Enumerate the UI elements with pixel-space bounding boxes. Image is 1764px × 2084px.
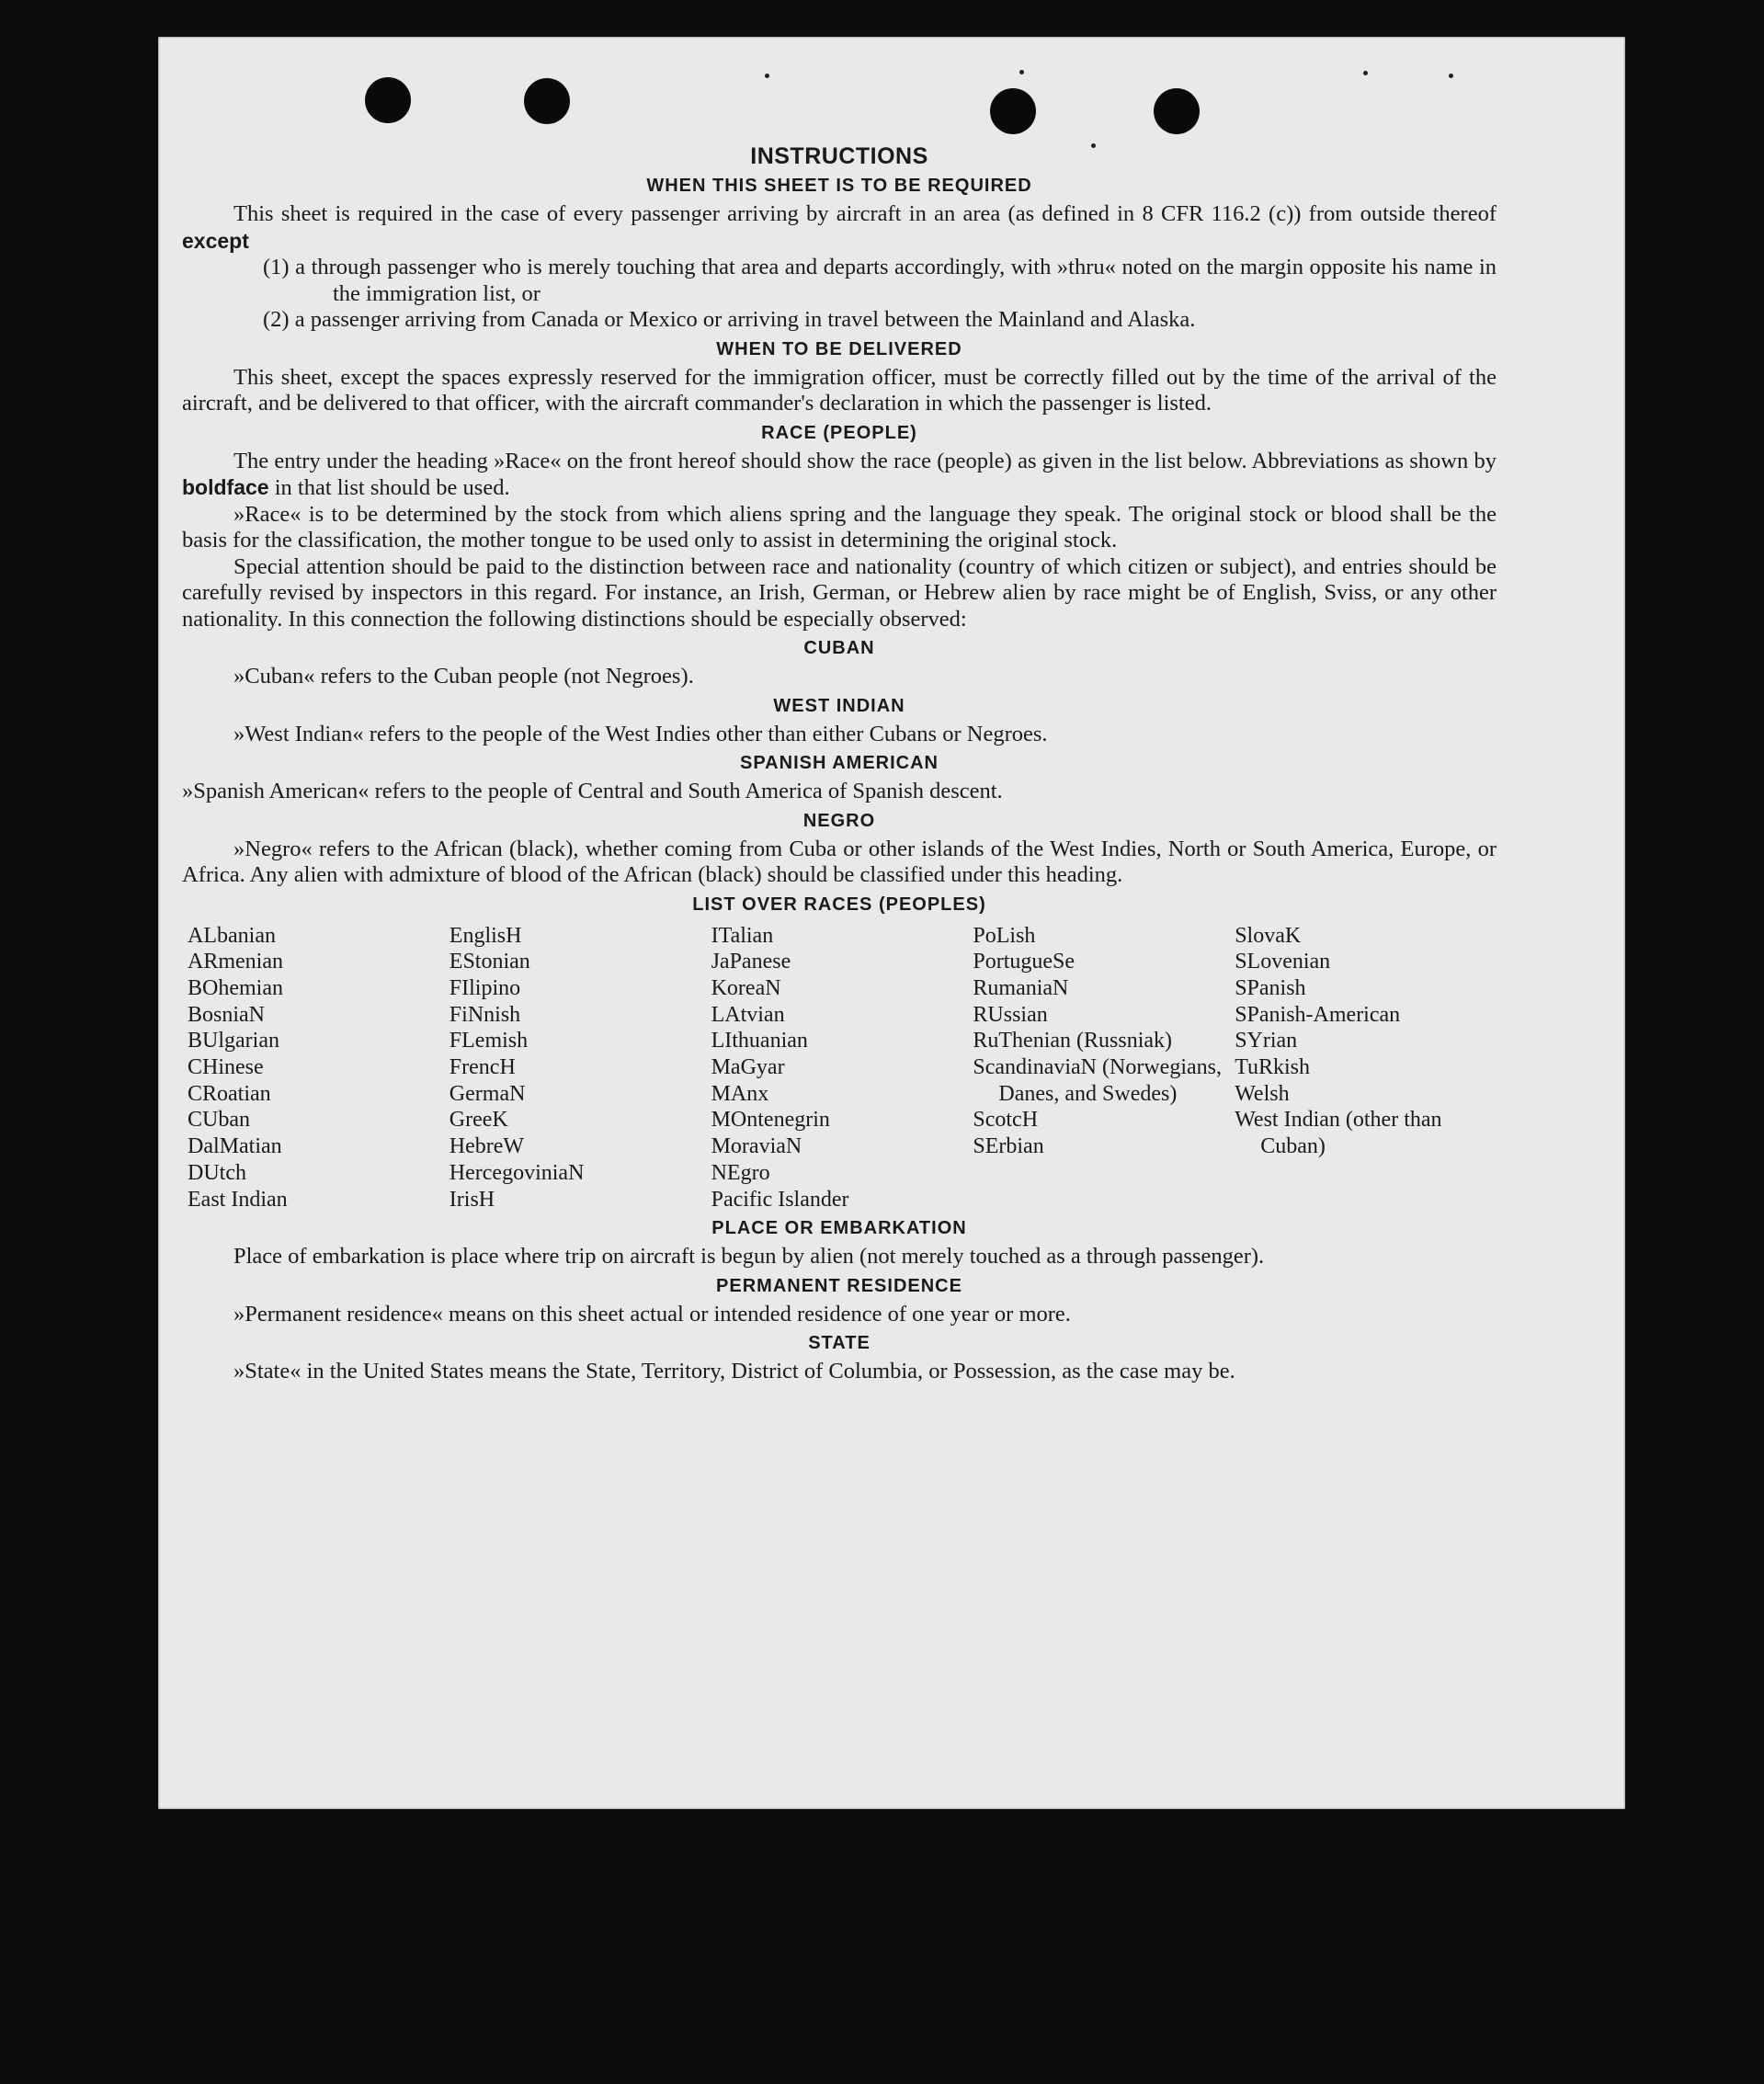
page-title: INSTRUCTIONS bbox=[750, 143, 928, 169]
required-intro: This sheet is required in the case of every passenger arriving by aircraft in an area (as defined in 8 CFR 116.2 (c)) from outside thereof bbox=[233, 201, 1497, 226]
exception-item-1: (1) a through passenger who is merely touching that area and departs accordingly, with »thru« noted on the margin opposite his name in the immigration list, or bbox=[263, 255, 1497, 306]
race-item: ARmenian bbox=[188, 950, 283, 974]
race-column-1 bbox=[188, 923, 450, 1213]
race-item: East Indian bbox=[188, 1187, 288, 1212]
speck bbox=[765, 74, 769, 78]
race-item: CRoatian bbox=[188, 1081, 271, 1106]
heading-state: STATE bbox=[808, 1333, 871, 1354]
race-column-4 bbox=[973, 923, 1235, 1213]
race-item: MoraviaN bbox=[711, 1134, 802, 1159]
heading-race: RACE (PEOPLE) bbox=[761, 422, 917, 443]
heading-cuban: CUBAN bbox=[803, 638, 875, 658]
race-item: DalMatian bbox=[188, 1134, 282, 1159]
heading-when-required: WHEN THIS SHEET IS TO BE REQUIRED bbox=[646, 176, 1032, 196]
race-item: EStonian bbox=[449, 950, 530, 974]
race-item: RumaniaN bbox=[973, 975, 1069, 1000]
race-column-2 bbox=[450, 923, 711, 1213]
race-item: LAtvian bbox=[711, 1002, 785, 1027]
heading-negro: NEGRO bbox=[802, 810, 876, 831]
race-item: BOhemian bbox=[188, 975, 283, 1000]
race-item: SLovenian bbox=[1235, 950, 1331, 974]
document-sheet bbox=[158, 37, 1625, 1809]
punch-hole bbox=[365, 77, 411, 123]
race-item: HebreW bbox=[449, 1134, 525, 1159]
paragraph-state: »State« in the United States means the State, Territory, District of Columbia, or Possession, as the case may be. bbox=[233, 1359, 1235, 1384]
heading-permanent-residence: PERMANENT RESIDENCE bbox=[716, 1275, 962, 1296]
heading-race-list: LIST OVER RACES (PEOPLES) bbox=[692, 894, 986, 915]
speck bbox=[1449, 74, 1453, 78]
race-item: FIlipino bbox=[449, 975, 521, 1000]
heading-spanish-american: SPANISH AMERICAN bbox=[739, 753, 939, 773]
race-item: SErbian bbox=[973, 1134, 1044, 1159]
race-item: FrencH bbox=[449, 1055, 516, 1080]
paragraph-race-2: »Race« is to be determined by the stock from which aliens spring and the language they speak. The original stock or blood shall be the basis for the classification, the mother tongue to be used only to assist in determining the original stock. bbox=[182, 501, 1497, 552]
race-item: PortugueSe bbox=[973, 950, 1075, 974]
race-column-5 bbox=[1235, 923, 1497, 1213]
race-item: CHinese bbox=[188, 1055, 264, 1080]
race-item: JaPanese bbox=[711, 950, 791, 974]
paragraph-required bbox=[182, 201, 1497, 255]
race-item: EnglisH bbox=[449, 923, 522, 948]
paragraph-cuban: »Cuban« refers to the Cuban people (not Negroes). bbox=[233, 664, 694, 689]
paragraph-delivered: This sheet, except the spaces expressly reserved for the immigration officer, must be correctly filled out by the time of the arrival of the aircraft, and be delivered to that officer, with the aircraft commander's declaration in which the passenger is listed. bbox=[182, 364, 1497, 416]
race-item: RuThenian (Russniak) bbox=[973, 1029, 1173, 1053]
race-item: ScotcH bbox=[973, 1108, 1039, 1133]
paragraph-spanish-american: »Spanish American« refers to the people of Central and South America of Spanish descent. bbox=[182, 779, 1003, 803]
speck bbox=[1019, 70, 1024, 74]
race-item: GermaN bbox=[449, 1081, 526, 1106]
heading-west-indian: WEST INDIAN bbox=[773, 695, 905, 716]
required-exceptions-list bbox=[263, 255, 1497, 334]
race-item: MOntenegrin bbox=[711, 1108, 830, 1133]
paragraph-negro: »Negro« refers to the African (black), whether coming from Cuba or other islands of the West Indies, North or South America, Europe, or Africa. Any alien with admixture of blood of the African (black) should be classified under this heading. bbox=[182, 836, 1497, 887]
instructions-content bbox=[182, 143, 1497, 1385]
race-item: GreeK bbox=[449, 1108, 508, 1133]
race-item: IrisH bbox=[449, 1187, 495, 1212]
heading-embarkation: PLACE OR EMBARKATION bbox=[711, 1218, 967, 1239]
paragraph-permanent-residence: »Permanent residence« means on this sheet actual or intended residence of one year or more. bbox=[233, 1301, 1071, 1327]
race-item: SlovaK bbox=[1235, 923, 1302, 948]
race-item: SPanish bbox=[1235, 975, 1306, 1000]
race-item: TuRkish bbox=[1235, 1055, 1311, 1080]
paragraph-race-1 bbox=[182, 449, 1497, 502]
race-item: ITalian bbox=[711, 923, 774, 948]
race-p1a: The entry under the heading »Race« on the front hereof should show the race (people) as given in the list below. Abbreviations as shown by bbox=[233, 448, 1497, 473]
race-boldface: boldface bbox=[182, 475, 269, 499]
speck bbox=[1363, 71, 1368, 75]
race-item: DUtch bbox=[188, 1160, 246, 1185]
punch-hole bbox=[1154, 88, 1200, 134]
race-item: Pacific Islander bbox=[711, 1187, 849, 1212]
paragraph-embarkation: Place of embarkation is place where trip on aircraft is begun by alien (not merely touched as a through passenger). bbox=[233, 1244, 1265, 1270]
race-item: RUssian bbox=[973, 1002, 1048, 1027]
race-column-3 bbox=[711, 923, 973, 1213]
race-item: FLemish bbox=[449, 1029, 529, 1053]
race-item: ALbanian bbox=[188, 923, 276, 948]
exception-item-2: (2) a passenger arriving from Canada or Mexico or arriving in travel between the Mainland and Alaska. bbox=[263, 307, 1196, 332]
paragraph-race-3: Special attention should be paid to the distinction between race and nationality (country of which citizen or subject), and entries should be carefully revised by inspectors in this regard. For instance, an Irish, German, or Hebrew alien by race might be of English, Sviss, or any other nationality. In this connection the following distinctions should be especially observed: bbox=[182, 553, 1497, 632]
race-item: MaGyar bbox=[711, 1055, 785, 1080]
race-item: West Indian (other than Cuban) bbox=[1235, 1108, 1442, 1159]
punch-hole bbox=[524, 78, 570, 124]
race-item: SPanish-American bbox=[1235, 1002, 1401, 1027]
race-p1c: in that list should be used. bbox=[274, 475, 510, 500]
race-item: SYrian bbox=[1235, 1029, 1298, 1053]
race-item: NEgro bbox=[711, 1160, 770, 1185]
heading-when-delivered: WHEN TO BE DELIVERED bbox=[716, 338, 962, 359]
punch-hole bbox=[990, 88, 1036, 134]
race-item: MAnx bbox=[711, 1081, 769, 1106]
race-item: ScandinaviaN (Norwegians, Danes, and Swedes) bbox=[973, 1055, 1222, 1106]
required-except: except bbox=[182, 228, 249, 253]
paragraph-west-indian: »West Indian« refers to the people of the West Indies other than either Cubans or Negroes. bbox=[233, 721, 1048, 746]
race-item: PoLish bbox=[973, 923, 1036, 948]
race-item: Welsh bbox=[1235, 1081, 1290, 1106]
race-item: KoreaN bbox=[711, 975, 781, 1000]
race-item: CUban bbox=[188, 1108, 250, 1133]
race-item: HercegoviniaN bbox=[449, 1160, 585, 1185]
race-item: BUlgarian bbox=[188, 1029, 279, 1053]
race-list bbox=[188, 923, 1497, 1213]
race-item: BosniaN bbox=[188, 1002, 265, 1027]
race-item: LIthuanian bbox=[711, 1029, 808, 1053]
race-item: FiNnish bbox=[449, 1002, 521, 1027]
